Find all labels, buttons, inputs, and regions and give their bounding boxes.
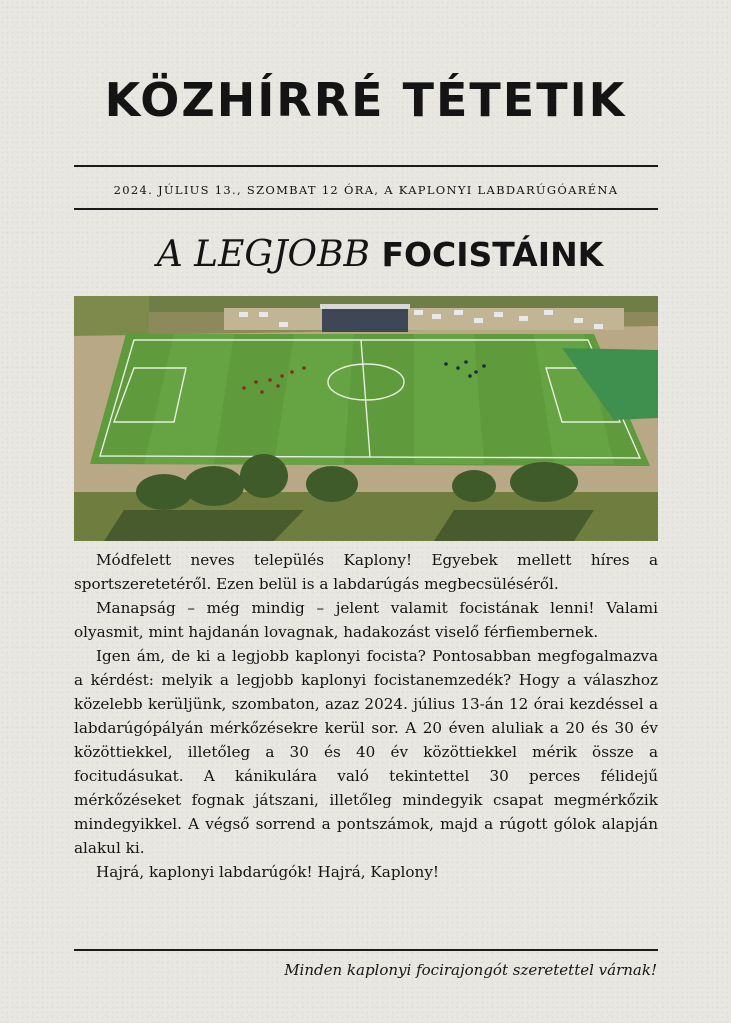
- article-paragraph-4: Hajrá, kaplonyi labdarúgók! Hajrá, Kaplony!: [96, 863, 440, 881]
- headline-italic: A LEGJOBB: [156, 234, 370, 275]
- masthead-title: KÖZHÍRRÉ TÉTETIK: [104, 73, 627, 127]
- dateline: 2024. JÚLIUS 13., SZOMBAT 12 ÓRA, A KAPLONYI LABDARÚGÓARÉNA: [113, 183, 619, 197]
- bottom-rule: [74, 949, 658, 951]
- article-paragraph-2: Manapság – még mindig – jelent valamit focistának lenni! Valami olyasmit, mint hajdanán lovagnak, hadakozást viselő férfiembernek.: [74, 599, 658, 641]
- stadium-photo: [74, 296, 658, 541]
- top-rule: [74, 165, 658, 167]
- article-body: [74, 548, 658, 884]
- article-paragraph-3: Igen ám, de ki a legjobb kaplonyi focista? Pontosabban megfogalmazva a kérdést: melyik a legjobb kaplonyi focistanemzedék? Hogy a válaszhoz közelebb kerüljünk, szombaton, azaz 2024. július 13-án 12 órai kezdéssel a labdarúgópályán mérkőzésekre kerül sor. A 20 éven aluliak a 20 és 30 év közöttiekkel, illetőleg a 30 és 40 év közöttiekkel mérik össze a focitudásukat. A kánikulára való tekintettel 30 perces félidejű mérkőzéseket fognak játszani, illetőleg mindegyik csapat megmérkőzik mindegyikkel. A végső sorrend a pontszámok, majd a rúgott gólok alapján alakul ki.: [74, 647, 658, 857]
- headline-rest: FOCISTÁINK: [381, 235, 604, 274]
- article-paragraph-1: Módfelett neves település Kaplony! Egyebek mellett híres a sportszeretetéről. Ezen belül is a labdarúgás megbecsüléséről.: [74, 551, 658, 593]
- headline: [100, 230, 660, 280]
- dateline-rule: [74, 208, 658, 210]
- footer-invitation: Minden kaplonyi focirajongót szeretettel várnak!: [284, 961, 657, 979]
